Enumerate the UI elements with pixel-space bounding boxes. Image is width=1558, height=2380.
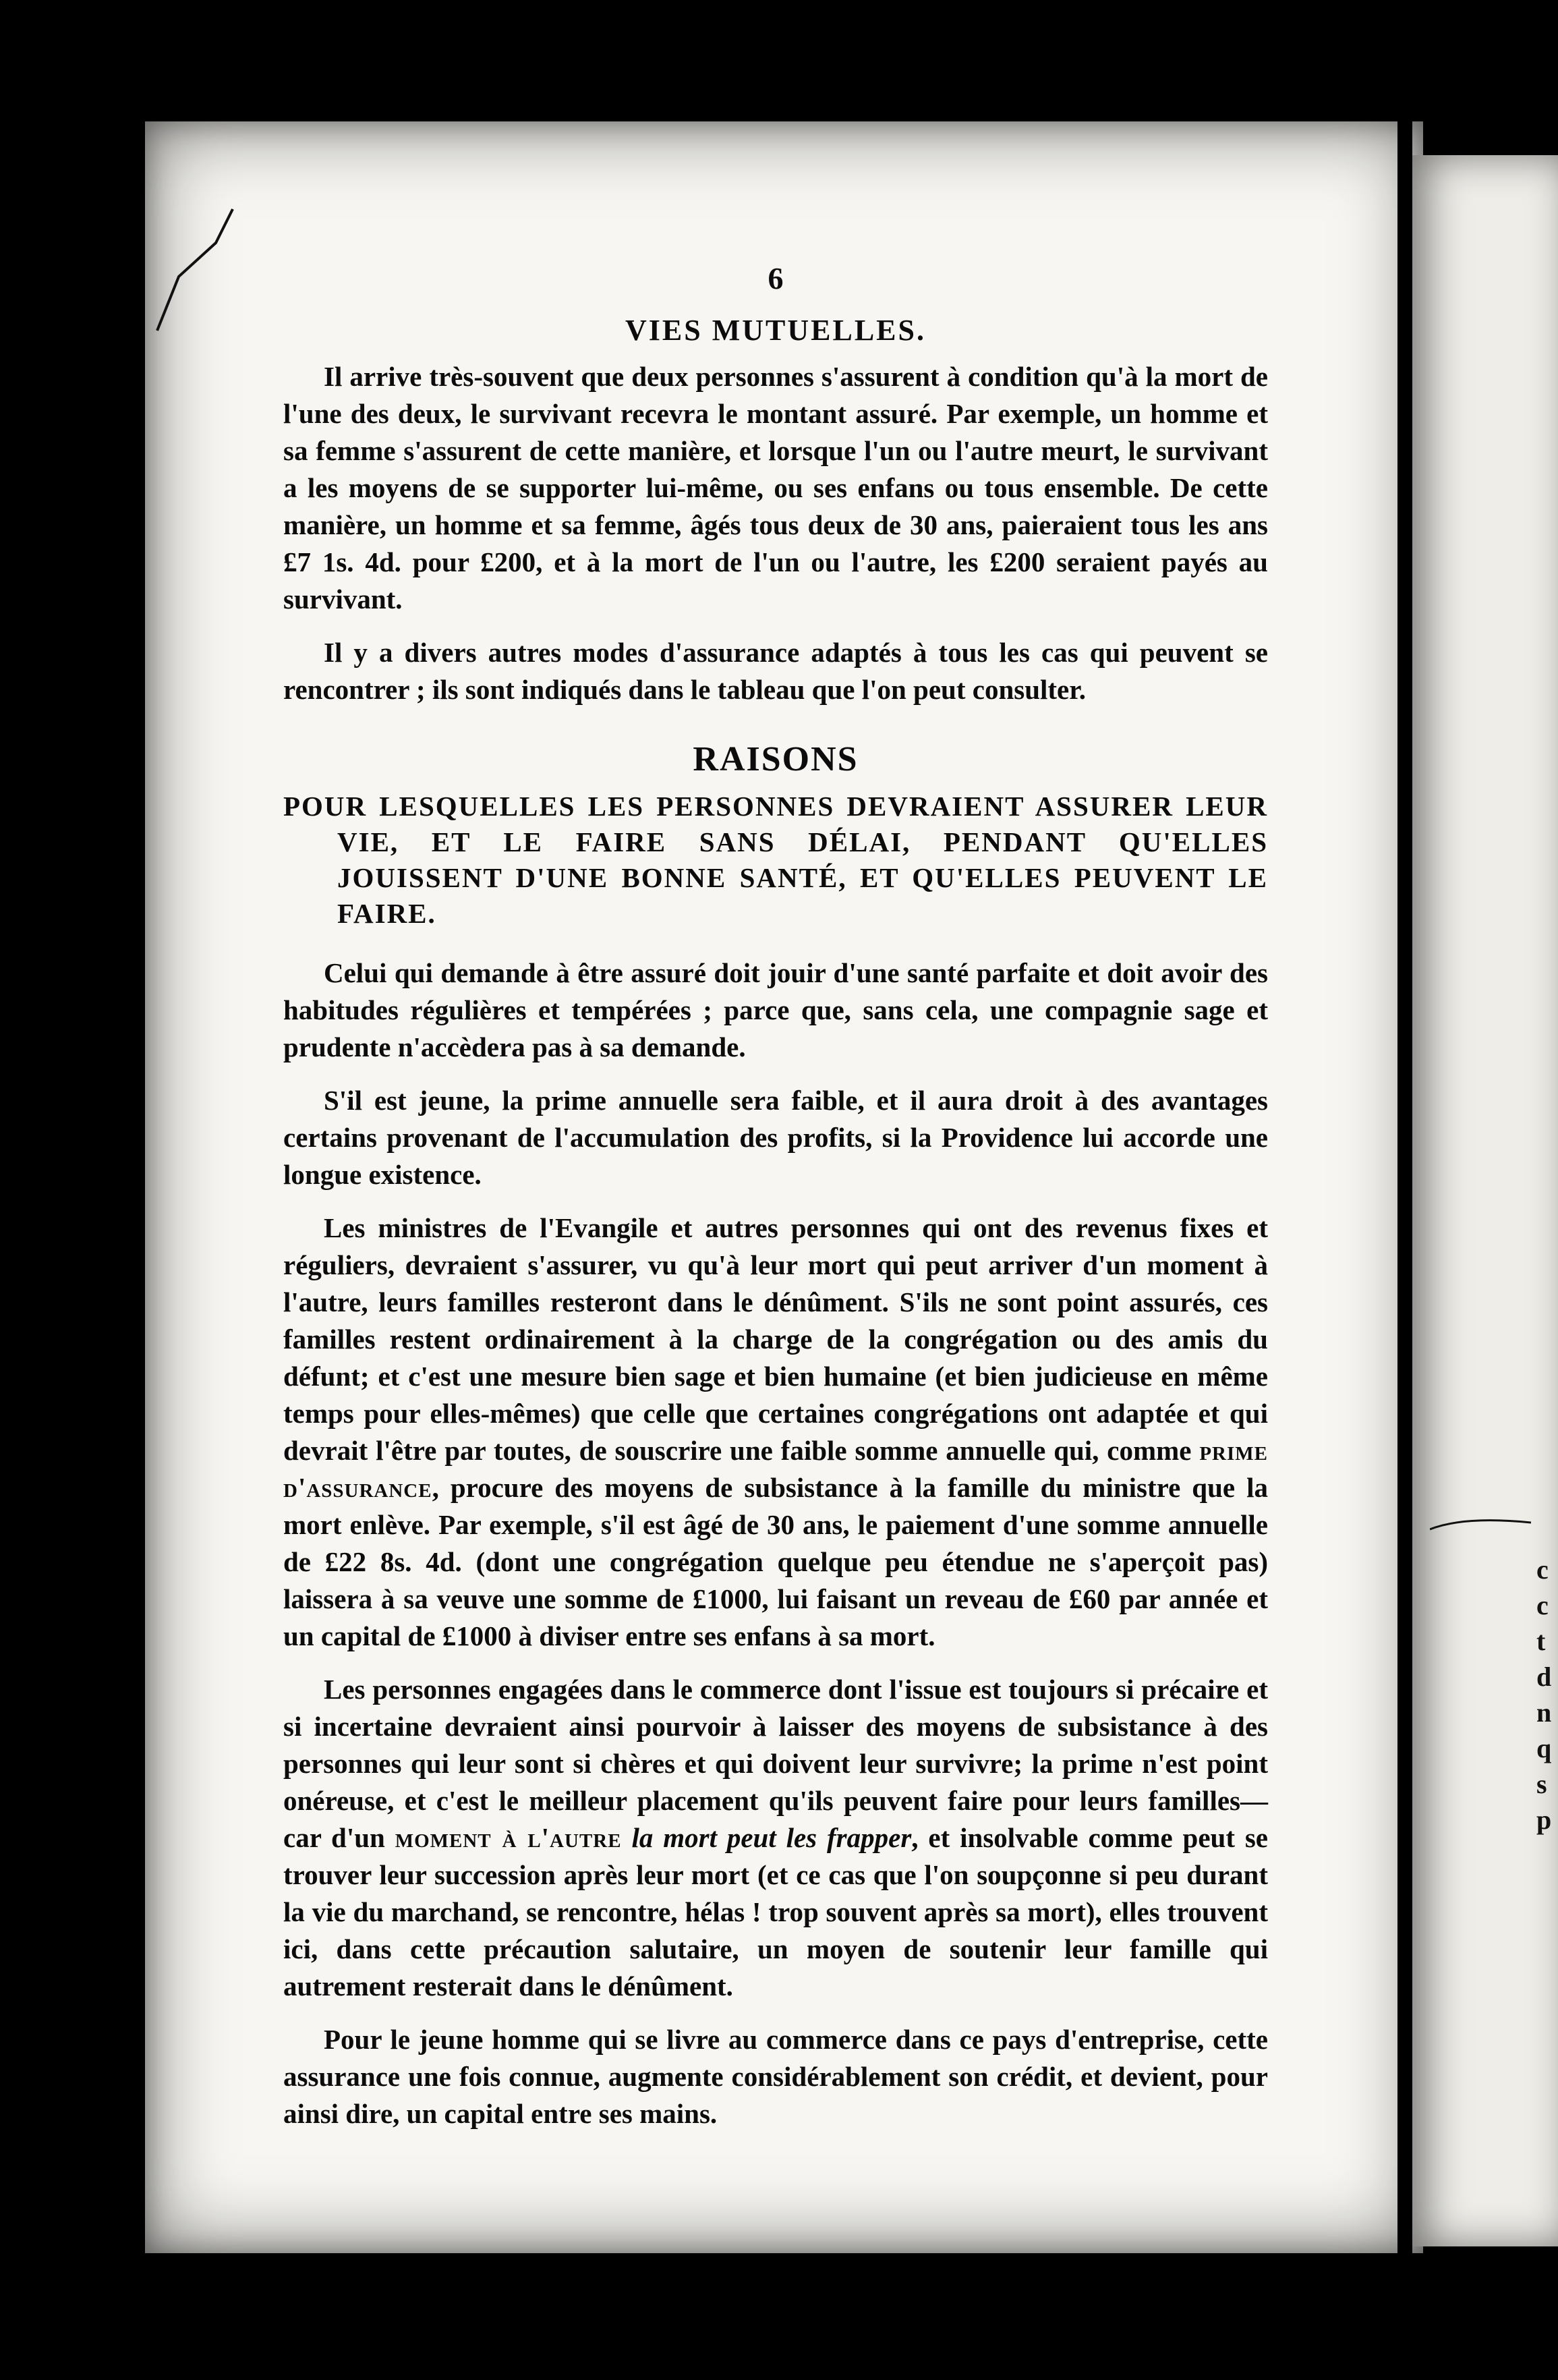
section-heading-raisons: RAISONS	[693, 740, 859, 778]
page-number: 6	[768, 261, 784, 295]
text-run: Les personnes engagées dans le commerce dont l'issue est toujours si précaire et si incertaine devraient ainsi pourvoir à laisser des moyens de subsistance à des personnes qui leur sont si chères et qui doivent leur survivre; la prime n'est point onéreuse, et c'est le meilleur placement qu'ils peuvent faire pour leurs familles—car d'un	[283, 1674, 1268, 1853]
text-run: Les ministres de l'Evangile et autres personnes qui ont des revenus fixes et réguliers, devraient s'assurer, vu qu'à leur mort qui peut arriver d'un moment à l'autre, leurs familles resteront dans le dénûment. S'ils ne sont point assurés, ces familles restent ordinairement à la charge de la congrégation ou des amis du défunt; et c'est une mesure bien sage et bien humaine (et bien judicieuse en même temps pour elles-mêmes) que celle que certaines congrégations ont adaptée et qui devrait l'être par toutes, de souscrire une faible somme annuelle qui, comme	[283, 1212, 1268, 1466]
paragraph: S'il est jeune, la prime annuelle sera faible, et il aura droit à des avantages certains provenant de l'accumulation des profits, si la Providence lui accorde une longue existence.	[283, 1085, 1268, 1190]
paragraph: Celui qui demande à être assuré doit jouir d'une santé parfaite et doit avoir des habitudes régulières et tempérées ; parce que, sans cela, une compagnie sage et prudente n'accèdera pas à sa demande.	[283, 957, 1268, 1062]
facing-char: c	[1536, 1590, 1549, 1620]
gutter-stray-mark	[1430, 1514, 1531, 1535]
facing-page-text-fragments	[1536, 1552, 1558, 1838]
paragraph: Pour le jeune homme qui se livre au commerce dans ce pays d'entreprise, cette assurance une fois connue, augmente considérablement son crédit, et devient, pour ainsi dire, un capital entre ses mains.	[283, 2024, 1268, 2129]
section-subheading: POUR LESQUELLES LES PERSONNES DEVRAIENT ASSURER LEUR VIE, ET LE FAIRE SANS DÉLAI, PENDANT QU'ELLES JOUISSENT D'UNE BONNE SANTÉ, ET QU'ELLES PEUVENT LE FAIRE.	[283, 791, 1268, 929]
facing-char: d	[1536, 1662, 1552, 1692]
section-title-vies-mutuelles: VIES MUTUELLES.	[625, 314, 926, 347]
paragraph	[283, 1210, 1268, 1655]
paragraph	[283, 1671, 1268, 2005]
small-caps-run: moment à l'autre	[395, 1822, 622, 1853]
facing-char: p	[1536, 1805, 1552, 1835]
margin-pen-stroke	[152, 202, 239, 337]
facing-char: t	[1536, 1626, 1546, 1656]
paragraph: Il arrive très-souvent que deux personnes s'assurent à condition qu'à la mort de l'une des deux, le survivant recevra le montant assuré. Par exemple, un homme et sa femme s'assurent de cette manière, et lorsque l'un ou l'autre meurt, le survivant a les moyens de se supporter lui-même, ou ses enfans ou tous ensemble. De cette manière, un homme et sa femme, âgés tous deux de 30 ans, paieraient tous les ans £7 1s. 4d. pour £200, et à la mort de l'un ou l'autre, les £200 seraient payés au survivant.	[283, 361, 1268, 615]
book-gutter	[1397, 101, 1412, 2287]
facing-page-edge	[1412, 155, 1558, 2246]
text-run: , procure des moyens de subsistance à la famille du ministre que la mort enlève. Par exemple, s'il est âgé de 30 ans, le paiement d'une somme annuelle de £22 8s. 4d. (dont une congrégation quelque peu étendue ne s'aperçoit pas) laissera à sa veuve une somme de £1000, lui faisant un reveau de £60 par année et un capital de £1000 à diviser entre ses enfans à sa mort.	[283, 1472, 1268, 1651]
page-text	[283, 256, 1268, 2149]
facing-char: s	[1536, 1769, 1547, 1799]
facing-char: q	[1536, 1733, 1552, 1763]
text-run: , et insolvable comme peut se trouver leur succession après leur mort (et ce cas que l'on soupçonne si peu durant la vie du marchand, se rencontre, hélas ! trop souvent après sa mort), elles trouvent ici, dans cette précaution salutaire, un moyen de soutenir leur famille qui autrement resterait dans le dénûment.	[283, 1822, 1268, 2002]
small-caps-run: prime d'assurance	[283, 1435, 1268, 1503]
facing-char: c	[1536, 1554, 1549, 1585]
paragraph: Il y a divers autres modes d'assurance adaptés à tous les cas qui peuvent se rencontrer ; ils sont indiqués dans le tableau que l'on peut consulter.	[283, 637, 1268, 705]
italic-run: la mort peut les frapper	[621, 1822, 912, 1853]
facing-char: n	[1536, 1697, 1552, 1728]
